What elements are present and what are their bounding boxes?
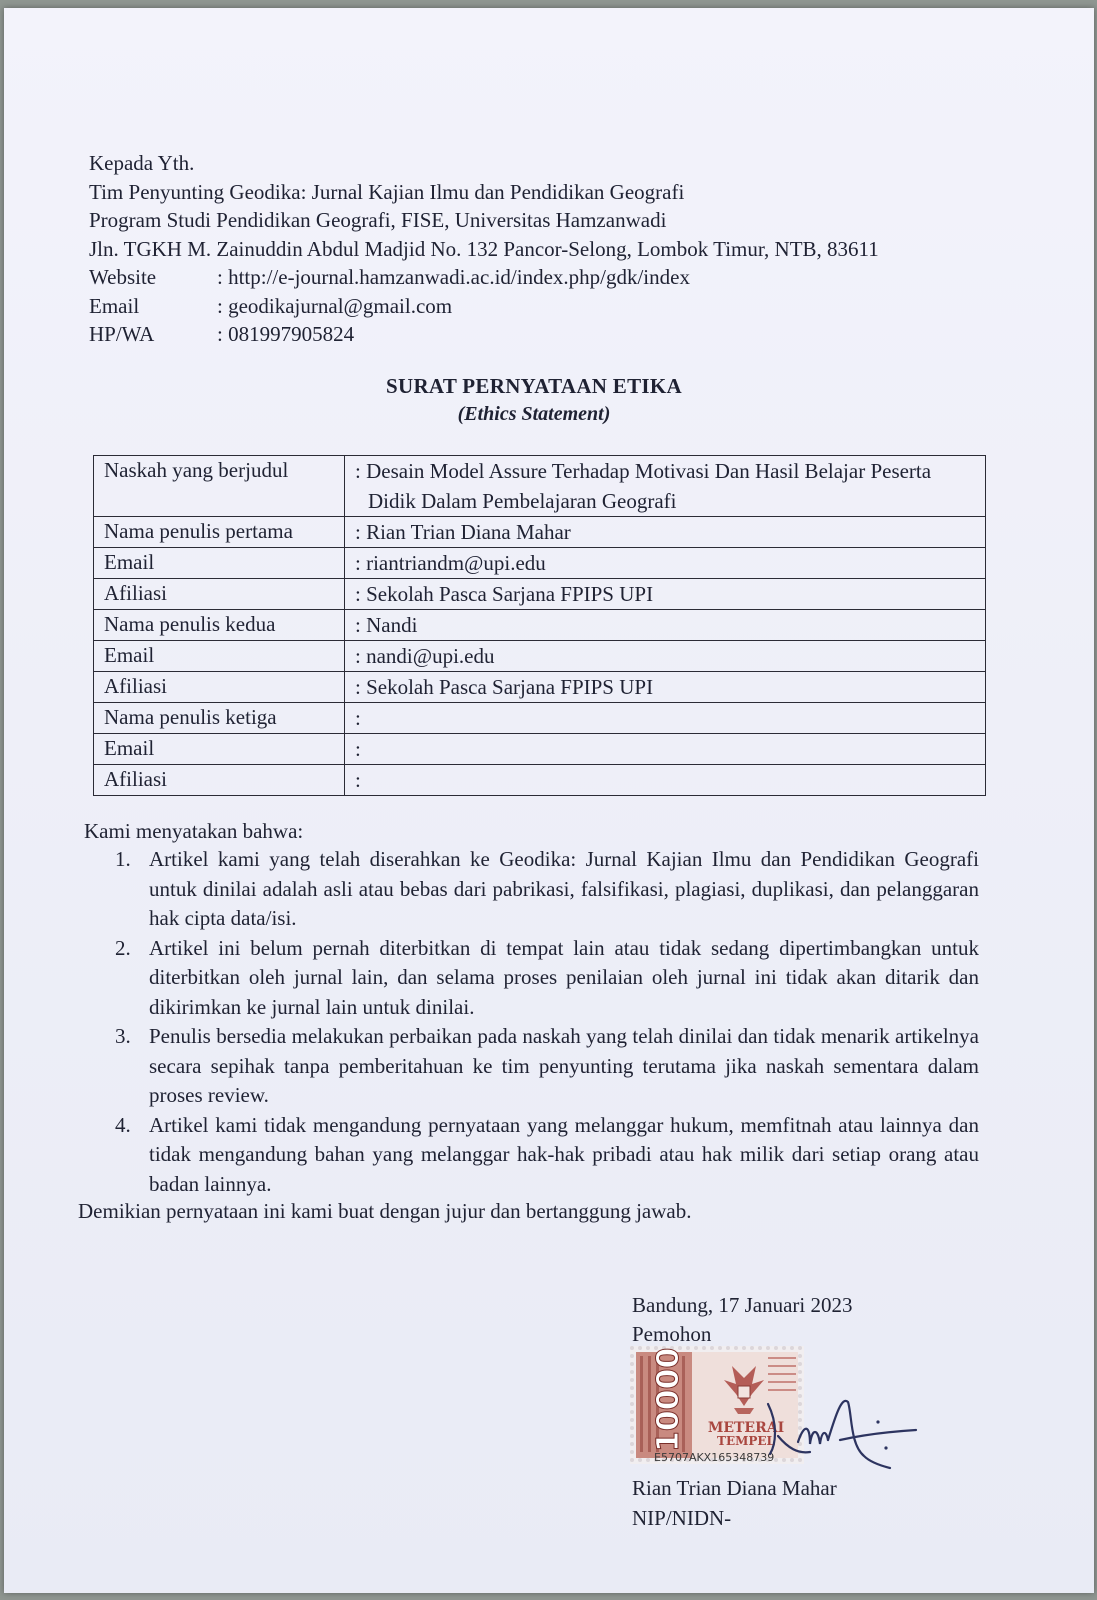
title-line-1: : Desain Model Assure Terhadap Motivasi Dan Hasil Belajar Peserta [355,459,932,483]
signature-area [628,1344,918,1479]
email-value: : geodikajurnal@gmail.com [217,293,453,318]
website-label: Website [89,265,157,289]
item-text: Penulis bersedia melakukan perbaikan pada naskah yang telah dinilai dan tidak menarik artikelnya secara sepihak tanpa pemberitahuan ke tim penyunting terutama jika naskah sementara dalam proses review. [149,1024,979,1107]
row-value: : [345,765,986,796]
row-label: Afiliasi [94,579,345,610]
website-row [89,263,879,292]
title-line-2: Didik Dalam Pembelajaran Geografi [368,489,677,513]
place-date: Bandung, 17 Januari 2023 [632,1293,853,1317]
signature-dot [876,1420,879,1423]
item-number: 2. [115,935,131,960]
manuscript-info-table [93,455,986,796]
website-value: : http://e-journal.hamzanwadi.ac.id/index.php/gdk/index [217,265,690,289]
item-text: Artikel ini belum pernah diterbitkan di tempat lain atau tidak sedang dipertimbangkan untuk diterbitkan oleh jurnal lain, dan selama proses penilaian oleh jurnal ini tidak akan ditarik dan dikirimkan ke jurnal lain untuk dinilai. [149,935,979,1019]
email-row [89,292,879,321]
row-label: Email [94,641,345,672]
table-row [94,734,986,765]
row-label: Naskah yang berjudul [94,456,345,517]
table-row [94,703,986,734]
table-row [94,765,986,796]
phone-label: HP/WA [89,322,155,346]
row-label: Email [94,734,345,765]
signature-dot [884,1446,887,1449]
table-row [94,672,986,703]
closing-statement: Demikian pernyataan ini kami buat dengan jujur dan bertanggung jawab. [78,1199,692,1223]
row-label: Nama penulis kedua [94,610,345,641]
row-value [345,456,986,517]
row-label: Nama penulis pertama [94,517,345,548]
list-item [115,1022,979,1111]
salutation: Kepada Yth. [89,151,195,175]
table-row [94,456,986,517]
table-row [94,548,986,579]
row-value: : riantriandm@upi.edu [345,548,986,579]
item-number: 3. [115,1024,131,1048]
row-value: : Rian Trian Diana Mahar [345,517,986,548]
stamp-label-meterai: METERAI [707,1420,785,1436]
row-label: Email [94,548,345,579]
table-row [94,641,986,672]
document-subtitle: (Ethics Statement) [457,403,611,425]
item-number: 4. [115,1112,131,1137]
signer-id: NIP/NIDN- [632,1506,732,1530]
document-page [4,8,1094,1593]
recipient-address: Jln. TGKH M. Zainuddin Abdul Madjid No. 132 Pancor-Selong, Lombok Timur, NTB, 83611 [89,236,879,261]
statement-list [115,845,979,1199]
item-text: Artikel kami tidak mengandung pernyataan yang melanggar hukum, memfitnah atau lainnya dan tidak mengandung bahan yang melanggar hak-hak pribadi atau hak milik dari setiap orang atau badan lainnya. [149,1112,979,1196]
row-value: : [345,703,986,734]
phone-value: : 081997905824 [217,322,355,346]
stamp-label-tempel: TEMPEL [717,1434,775,1448]
signer-role: Pemohon [632,1322,712,1346]
list-item [115,1111,979,1200]
row-label: Nama penulis ketiga [94,703,345,734]
row-label: Afiliasi [94,672,345,703]
stamp-serial: E5707AKX165348739 [654,1451,775,1464]
list-item [115,845,979,934]
row-label: Afiliasi [94,765,345,796]
item-text: Artikel kami yang telah diserahkan ke Geodika: Jurnal Kajian Ilmu dan Pendidikan Geografi untuk dinilai adalah asli atau bebas dari pabrikasi, falsifikasi, plagiasi, duplikasi, dan pelanggaran hak cipta data/isi. [149,847,979,930]
list-item [115,934,979,1023]
table-row [94,610,986,641]
table-row [94,579,986,610]
recipient-program: Program Studi Pendidikan Geografi, FISE, Universitas Hamzanwadi [89,208,667,232]
table-row [94,517,986,548]
row-value: : Sekolah Pasca Sarjana FPIPS UPI [345,579,986,610]
phone-row [89,320,879,349]
signer-name: Rian Trian Diana Mahar [632,1476,837,1500]
stamp-value: 10000 [651,1347,686,1452]
statement-intro: Kami menyatakan bahwa: [84,819,304,843]
row-value: : [345,734,986,765]
item-number: 1. [115,847,131,871]
recipient-block [89,149,879,349]
recipient-team: Tim Penyunting Geodika: Jurnal Kajian Ilmu dan Pendidikan Geografi [89,179,685,204]
row-value: : Nandi [345,610,986,641]
row-value: : nandi@upi.edu [345,641,986,672]
document-title: SURAT PERNYATAAN ETIKA [386,374,682,398]
revenue-stamp-graphic [628,1344,918,1479]
email-label: Email [89,293,140,318]
row-value: : Sekolah Pasca Sarjana FPIPS UPI [345,672,986,703]
